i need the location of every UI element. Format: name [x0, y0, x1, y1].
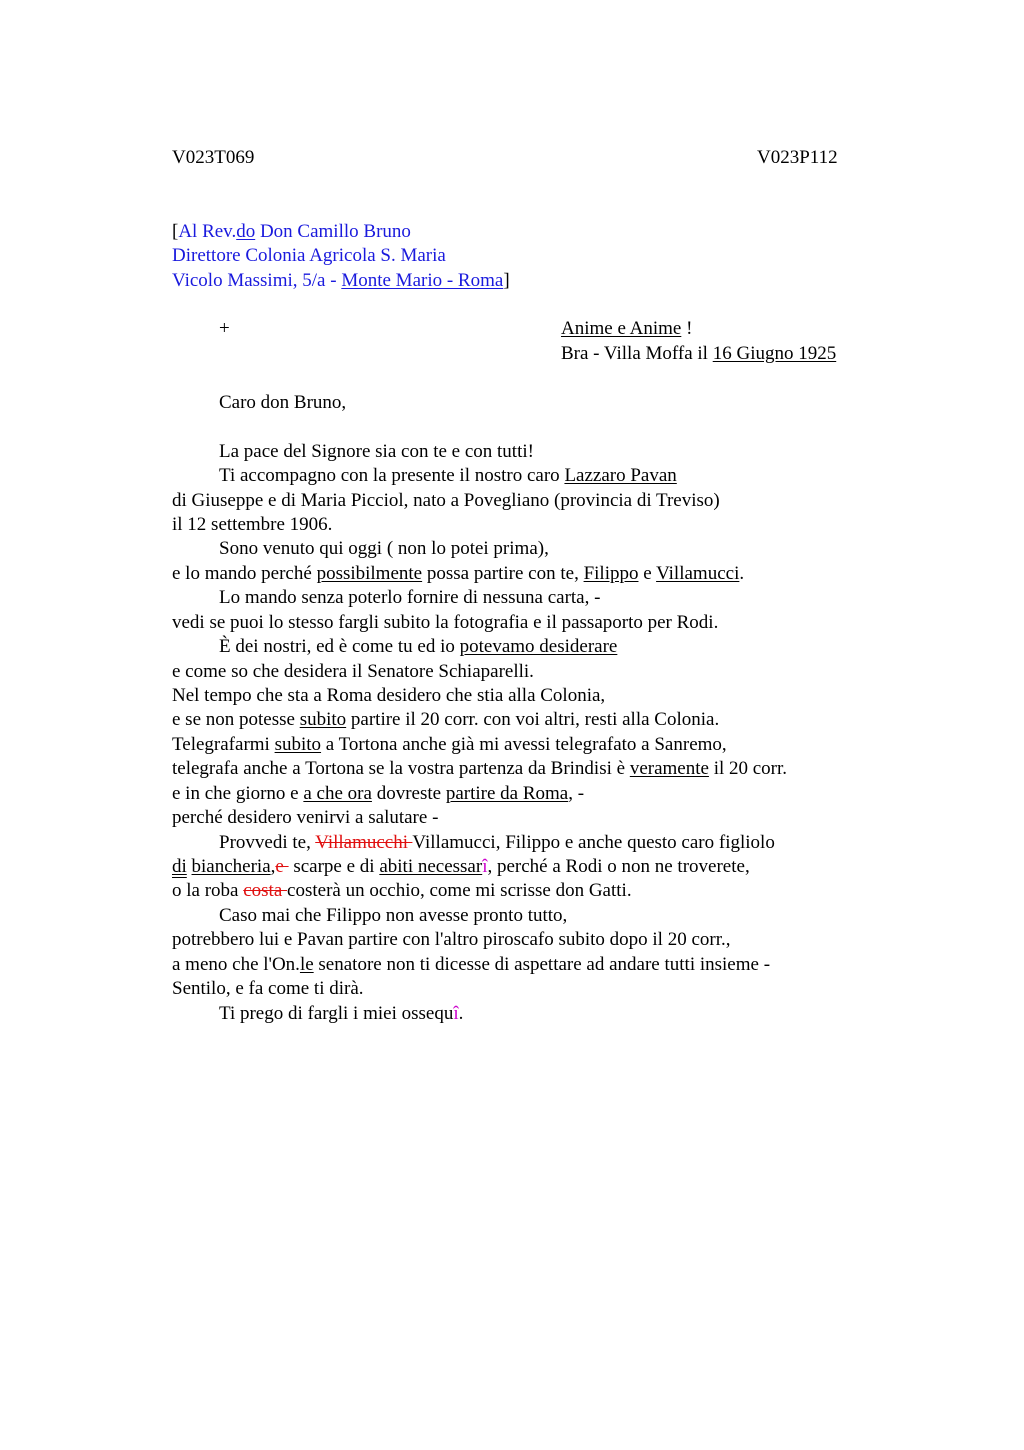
body-line: o la roba costa costerà un occhio, come mi scrisse don Gatti.: [172, 880, 632, 901]
body-line: a meno che l'On.le senatore non ti dicesse di aspettare ad andare tutti insieme -: [172, 954, 771, 975]
motto: Anime e Anime !: [561, 318, 693, 339]
body-line: e in che giorno e a che ora dovreste partire da Roma, -: [172, 783, 585, 804]
accent-mark: î: [453, 1003, 459, 1024]
body-line: Telegrafarmi subito a Tortona anche già mi avessi telegrafato a Sanremo,: [172, 734, 727, 755]
body-line: di Giuseppe e di Maria Picciol, nato a Povegliano (provincia di Treviso): [172, 490, 720, 511]
body-line: Sentilo, e fa come ti dirà.: [172, 978, 364, 999]
body-line: Nel tempo che sta a Roma desidero che stia alla Colonia,: [172, 685, 606, 706]
body-line: Sono venuto qui oggi ( non lo potei prima),: [219, 538, 549, 559]
document-code-right: V023P112: [757, 147, 838, 168]
body-line: e lo mando perché possibilmente possa partire con te, Filippo e Villamucci.: [172, 563, 745, 584]
address-line-2: Direttore Colonia Agricola S. Maria: [172, 245, 446, 266]
deleted-text: costa: [243, 880, 288, 901]
deleted-text: e: [275, 856, 289, 877]
body-line: telegrafa anche a Tortona se la vostra partenza da Brindisi è veramente il 20 corr.: [172, 758, 788, 779]
body-line: potrebbero lui e Pavan partire con l'altro piroscafo subito dopo il 20 corr.,: [172, 929, 731, 950]
body-line: Ti prego di fargli i miei ossequî.: [219, 1003, 464, 1024]
body-line: il 12 settembre 1906.: [172, 514, 333, 535]
body-line: e se non potesse subito partire il 20 corr. con voi altri, resti alla Colonia.: [172, 709, 720, 730]
body-line: e come so che desidera il Senatore Schiaparelli.: [172, 661, 534, 682]
accent-mark: î: [482, 856, 488, 877]
body-line: La pace del Signore sia con te e con tutti!: [219, 441, 534, 462]
deleted-text: Villamucchi: [315, 832, 413, 853]
address-line-3: Vicolo Massimi, 5/a - Monte Mario - Roma]: [172, 270, 510, 291]
place-date: Bra - Villa Moffa il 16 Giugno 1925: [561, 343, 837, 364]
body-line: È dei nostri, ed è come tu ed io potevamo desiderare: [219, 636, 618, 657]
cross-symbol: +: [219, 318, 230, 339]
body-line: perché desidero venirvi a salutare -: [172, 807, 439, 828]
body-line: Lo mando senza poterlo fornire di nessuna carta, -: [219, 587, 601, 608]
address-line-1: [Al Rev.do Don Camillo Bruno: [172, 221, 411, 242]
body-line: vedi se puoi lo stesso fargli subito la fotografia e il passaporto per Rodi.: [172, 612, 719, 633]
body-line: Caso mai che Filippo non avesse pronto tutto,: [219, 905, 568, 926]
body-line: di biancheria,e scarpe e di abiti necessarî, perché a Rodi o non ne troverete,: [172, 856, 750, 877]
greeting: Caro don Bruno,: [219, 392, 347, 413]
body-line: Ti accompagno con la presente il nostro caro Lazzaro Pavan: [219, 465, 677, 486]
document-code-left: V023T069: [172, 147, 255, 168]
body-line: Provvedi te, Villamucchi Villamucci, Filippo e anche questo caro figliolo: [219, 832, 775, 853]
